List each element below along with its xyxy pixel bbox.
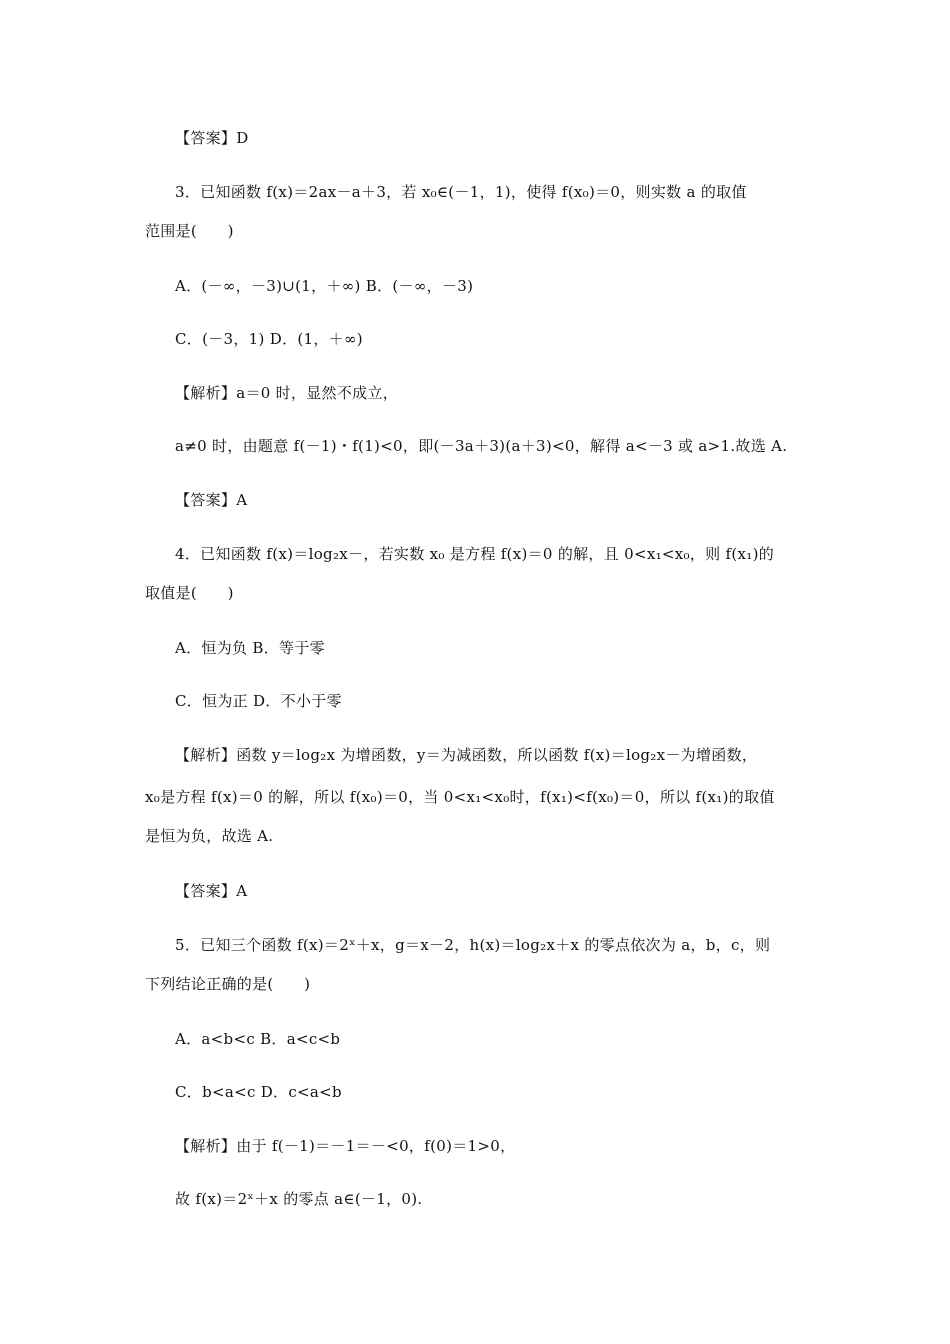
question-4-line-2: 取值是( ) xyxy=(145,584,234,602)
question-5-options-ab: A．a<b<c B．a<c<b xyxy=(175,1030,341,1048)
question-4-line-1: 4．已知函数 f(x)＝log₂x－，若实数 x₀ 是方程 f(x)＝0 的解，且 0<x₁<x₀，则 f(x₁)的 xyxy=(175,545,775,563)
question-3-options-cd: C．(－3，1) D．(1，＋∞) xyxy=(175,330,363,348)
question-3-line-2: 范围是( ) xyxy=(145,222,234,240)
analysis-4-line-2: x₀是方程 f(x)＝0 的解，所以 f(x₀)＝0，当 0<x₁<x₀时，f(x₁)<f(x₀)＝0，所以 f(x₁)的取值 xyxy=(145,788,775,806)
analysis-5-line-2: 故 f(x)＝2ˣ＋x 的零点 a∈(－1，0). xyxy=(175,1190,423,1208)
answer-label: 【答案】A xyxy=(175,882,248,900)
question-4-options-ab: A．恒为负 B．等于零 xyxy=(175,639,325,657)
question-3-options-ab: A．(－∞，－3)∪(1，＋∞) B．(－∞，－3) xyxy=(175,277,474,295)
analysis-4-line-1: 【解析】函数 y＝log₂x 为增函数，y＝为减函数，所以函数 f(x)＝log₂x－为增函数， xyxy=(175,746,758,764)
question-5-line-1: 5．已知三个函数 f(x)＝2ˣ＋x，g＝x－2，h(x)＝log₂x＋x 的零点依次为 a，b，c，则 xyxy=(175,936,771,954)
analysis-3-line-1: 【解析】a＝0 时，显然不成立， xyxy=(175,384,399,402)
question-4-options-cd: C．恒为正 D．不小于零 xyxy=(175,692,342,710)
answer-label: 【答案】A xyxy=(175,491,248,509)
question-5-options-cd: C．b<a<c D．c<a<b xyxy=(175,1083,342,1101)
analysis-5-line-1: 【解析】由于 f(－1)＝－1＝－<0，f(0)＝1>0， xyxy=(175,1137,516,1155)
analysis-4-line-3: 是恒为负，故选 A. xyxy=(145,827,274,845)
answer-label: 【答案】D xyxy=(175,129,249,147)
analysis-3-line-2: a≠0 时，由题意 f(－1)・f(1)<0，即(－3a＋3)(a＋3)<0，解得 a<－3 或 a>1.故选 A. xyxy=(175,437,788,455)
question-3-line-1: 3．已知函数 f(x)＝2ax－a＋3，若 x₀∈(－1，1)，使得 f(x₀)＝0，则实数 a 的取值 xyxy=(175,183,747,201)
question-5-line-2: 下列结论正确的是( ) xyxy=(145,975,311,993)
